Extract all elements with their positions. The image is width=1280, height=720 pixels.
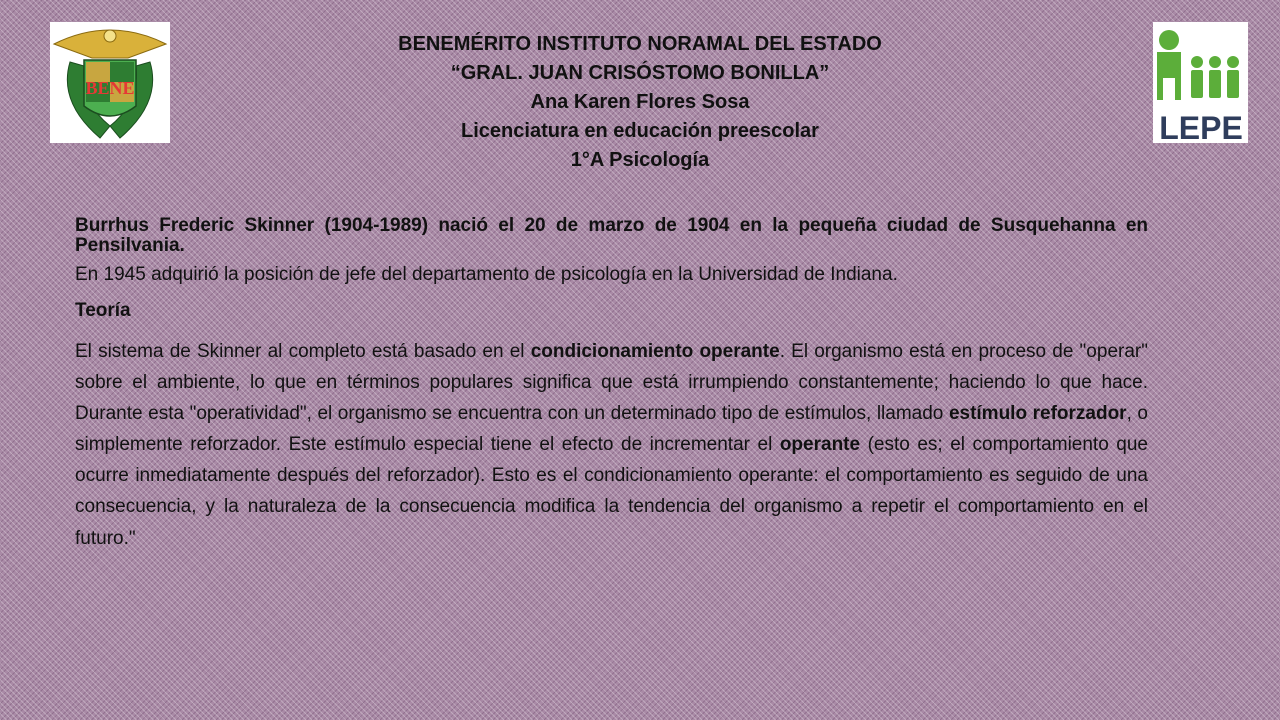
term-operante: operante	[779, 434, 861, 456]
theory-text: , o simplemente reforzador. Este estímulo especial tiene el efecto de incrementar el	[75, 403, 1148, 456]
lepe-people-logo	[1153, 22, 1248, 143]
position-paragraph: En 1945 adquirió la posición de jefe del departamento de psicología en la Universidad de Indiana.	[75, 264, 898, 285]
course-name: 1°A Psicología	[570, 149, 710, 171]
institution-title: BENEMÉRITO INSTITUTO NORAMAL DEL ESTADO	[398, 33, 882, 55]
theory-text: El sistema de Skinner al completo está basado en el	[75, 341, 531, 362]
theory-text: (esto es; el comportamiento que ocurre inmediatamente después del reforzador). Esto es el condicionamiento operante: el comportamiento es seguido de una consecuencia, y la naturaleza de la consecuencia modifica la tendencia del organismo a repetir el comportamiento en el futuro."	[75, 434, 1149, 549]
school-name: “GRAL. JUAN CRISÓSTOMO BONILLA”	[450, 62, 830, 84]
theory-paragraph	[75, 336, 1148, 554]
crest-letters: BENE	[85, 78, 135, 98]
term-condicionamiento-operante: condicionamiento operante	[530, 341, 780, 362]
header	[190, 30, 1090, 175]
author-name: Ana Karen Flores Sosa	[530, 91, 750, 113]
lepe-text: LEPE	[1159, 110, 1243, 143]
term-estimulo-reforzador: estímulo reforzador	[948, 403, 1127, 425]
degree-name: Licenciatura en educación preescolar	[461, 120, 819, 142]
intro-paragraph: Burrhus Frederic Skinner (1904-1989) nació el 20 de marzo de 1904 en la pequeña ciudad de Susquehanna en Pensilvania.	[75, 215, 1148, 256]
main-content	[75, 216, 1148, 554]
theory-heading: Teoría	[75, 300, 131, 321]
theory-text: . El organismo está en proceso de "operar" sobre el ambiente, lo que en términos populares significa que está irrumpiendo constantemente; haciendo lo que hace. Durante esta "operatividad", el organismo se encuentra con un determinado tipo de estímulos, llamado	[75, 341, 1148, 425]
benemerito-crest-logo	[50, 22, 170, 143]
